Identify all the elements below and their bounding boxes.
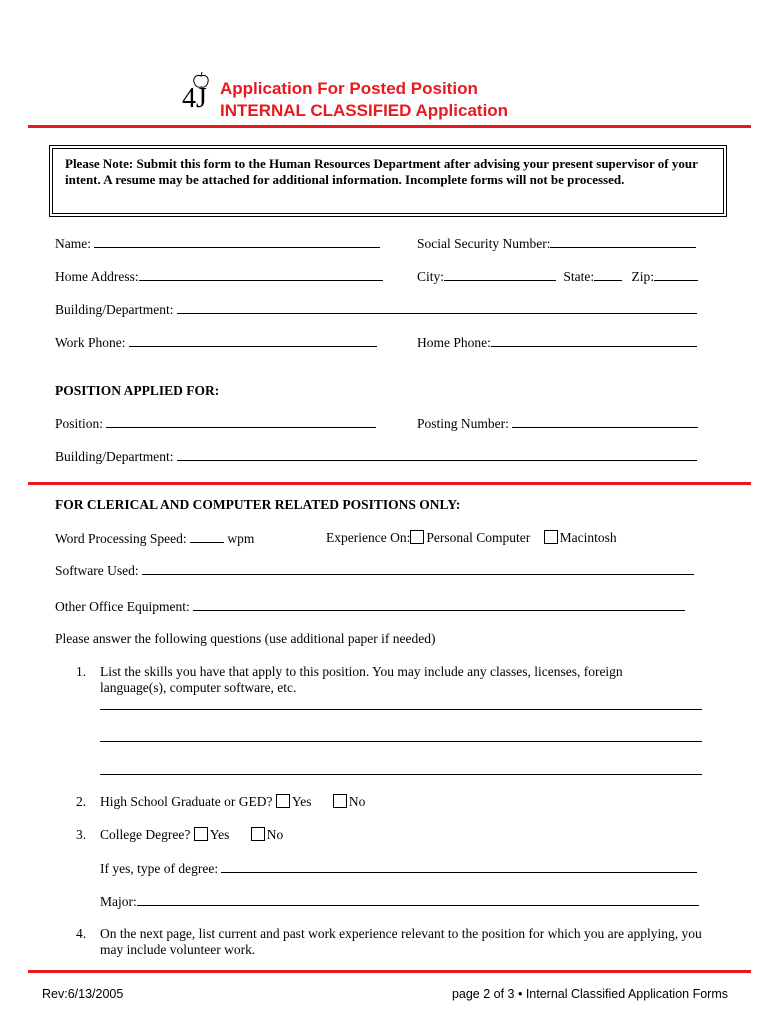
software-field[interactable]: [142, 562, 694, 575]
page-title: Application For Posted Position: [220, 79, 478, 98]
footer-divider: [28, 970, 751, 973]
q2-no-checkbox[interactable]: [333, 794, 347, 808]
equipment-field[interactable]: [193, 598, 685, 611]
work-phone-field[interactable]: [129, 334, 377, 347]
q1-number: 1.: [76, 664, 87, 679]
major-field[interactable]: [137, 893, 699, 906]
q3-no-label: No: [266, 827, 284, 842]
q1-text: List the skills you have that apply to this position. You may include any classes, licenses, foreign language(s), computer software, etc.: [100, 664, 623, 695]
q1-answer-line-1[interactable]: [100, 709, 702, 710]
ssn-label: Social Security Number:: [417, 236, 551, 251]
posting-row: [417, 415, 698, 432]
mac-label: Macintosh: [559, 530, 617, 545]
degree-type-field[interactable]: [221, 860, 697, 873]
page-info: page 2 of 3 • Internal Classified Application Forms: [451, 987, 728, 1001]
logo: [182, 72, 218, 116]
posting-label: Posting Number:: [417, 416, 509, 431]
home-phone-row: [417, 334, 697, 351]
position-label: Position:: [55, 416, 104, 431]
work-phone-label: Work Phone:: [55, 335, 126, 350]
position-row: [55, 415, 376, 432]
q2-yes-checkbox[interactable]: [276, 794, 290, 808]
logo-text: 4J: [182, 83, 207, 114]
ssn-field[interactable]: [550, 235, 696, 248]
pc-checkbox[interactable]: [410, 530, 424, 544]
posting-field[interactable]: [512, 415, 698, 428]
pc-label: Personal Computer: [426, 530, 531, 545]
city-label: City:: [417, 269, 445, 284]
q2-row: [100, 794, 365, 810]
degree-type-row: [100, 860, 697, 877]
position-field[interactable]: [106, 415, 376, 428]
q1-answer-line-3[interactable]: [100, 774, 702, 775]
q3-text: College Degree?: [100, 827, 191, 842]
equipment-row: [55, 598, 685, 615]
major-label: Major:: [100, 894, 137, 909]
zip-field[interactable]: [654, 268, 698, 281]
zip-label: Zip:: [631, 269, 655, 284]
q1-answer-line-2[interactable]: [100, 741, 702, 742]
equipment-label: Other Office Equipment:: [55, 599, 190, 614]
q3-number: 3.: [76, 827, 87, 842]
q3-row: [100, 827, 283, 843]
address-row: [55, 268, 383, 285]
building-field[interactable]: [177, 301, 697, 314]
wpm-label: wpm: [227, 531, 255, 546]
ssn-row: [417, 235, 696, 252]
revision-date: Rev:6/13/2005: [42, 987, 124, 1001]
position-heading: POSITION APPLIED FOR:: [55, 383, 220, 398]
page-subtitle: INTERNAL CLASSIFIED Application: [220, 101, 509, 120]
q3-yes-label: Yes: [209, 827, 230, 842]
q3-no-checkbox[interactable]: [251, 827, 265, 841]
home-phone-label: Home Phone:: [417, 335, 491, 350]
position-building-field[interactable]: [177, 448, 697, 461]
instructions-text: Please answer the following questions (use additional paper if needed): [55, 631, 436, 646]
q4-number: 4.: [76, 926, 87, 941]
degree-type-label: If yes, type of degree:: [100, 861, 219, 876]
state-field[interactable]: [594, 268, 622, 281]
q2-no-label: No: [348, 794, 366, 809]
section-divider: [28, 482, 751, 485]
position-building-row: [55, 448, 697, 465]
building-label: Building/Department:: [55, 302, 174, 317]
q2-number: 2.: [76, 794, 87, 809]
header-divider: [28, 125, 751, 128]
city-field[interactable]: [444, 268, 556, 281]
address-label: Home Address:: [55, 269, 139, 284]
wp-speed-row: [55, 530, 254, 547]
home-phone-field[interactable]: [491, 334, 697, 347]
mac-checkbox[interactable]: [544, 530, 558, 544]
notice-text: Please Note: Submit this form to the Human Resources Department after advising your present supervisor of your intent. A resume may be attached for additional information. Incomplete forms will not be processed.: [65, 156, 698, 187]
experience-row: [326, 530, 617, 546]
q2-yes-label: Yes: [291, 794, 312, 809]
wp-speed-field[interactable]: [190, 530, 224, 543]
software-row: [55, 562, 694, 579]
q4-text: On the next page, list current and past work experience relevant to the position for which you are applying, you may include volunteer work.: [100, 926, 702, 957]
wp-speed-label: Word Processing Speed:: [55, 531, 187, 546]
q2-text: High School Graduate or GED?: [100, 794, 273, 809]
work-phone-row: [55, 334, 377, 351]
software-label: Software Used:: [55, 563, 139, 578]
name-row: [55, 235, 380, 252]
major-row: [100, 893, 699, 910]
experience-label: Experience On:: [326, 530, 411, 545]
city-row: [417, 268, 698, 285]
state-label: State:: [563, 269, 595, 284]
notice-box: [52, 148, 724, 214]
name-label: Name:: [55, 236, 91, 251]
name-field[interactable]: [94, 235, 380, 248]
address-field[interactable]: [139, 268, 383, 281]
building-row: [55, 301, 697, 318]
q3-yes-checkbox[interactable]: [194, 827, 208, 841]
clerical-heading: FOR CLERICAL AND COMPUTER RELATED POSITIONS ONLY:: [55, 497, 461, 512]
position-building-label: Building/Department:: [55, 449, 174, 464]
